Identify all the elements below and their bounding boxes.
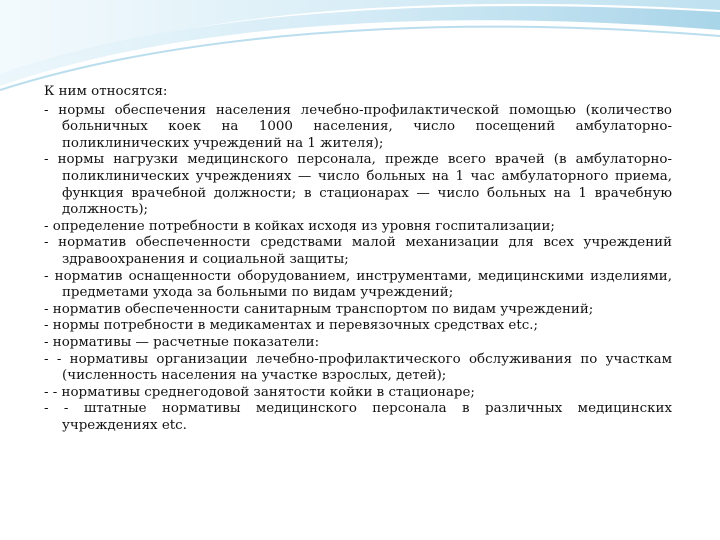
list-item: - нормативы — расчетные показатели: [44,334,320,350]
list-item: - нормы потребности в медикаментах и перевязочных средствах etc.; [44,318,538,334]
list-item: - нормы обеспечения населения лечебно-профилактической помощью (количество больничных коек на 1000 населения, число посещений амбулаторно-поликлинических учреждений на 1 жителя); [44,102,672,151]
list-item: - определение потребности в койках исходя из уровня госпитализации; [44,218,555,234]
list-item: - - штатные нормативы медицинского персонала в различных медицинских учреждениях etc. [44,401,672,433]
list-item: - норматив обеспеченности средствами малой механизации для всех учреждений здравоохранения и социальной защиты; [44,235,672,267]
document-body [44,84,672,434]
list-item: - норматив обеспеченности санитарным транспортом по видам учреждений; [44,301,594,317]
list-item: - норматив оснащенности оборудованием, инструментами, медицинскими изделиями, предметами ухода за больными по видам учреждений; [44,268,672,301]
intro-text: К ним относятся: [44,84,168,99]
list-item: - нормы нагрузки медицинского персонала, прежде всего врачей (в амбулаторно-поликлинических учреждениях — число больных на 1 час амбулаторного приема, функция врачебной должности; в стационарах — число больных на 1 врачебную должность); [44,152,672,218]
list-item: - - нормативы организации лечебно-профилактического обслуживания по участкам (численность населения на участке взрослых, детей); [44,351,672,384]
list-item: - - нормативы среднегодовой занятости койки в стационаре; [44,384,475,400]
